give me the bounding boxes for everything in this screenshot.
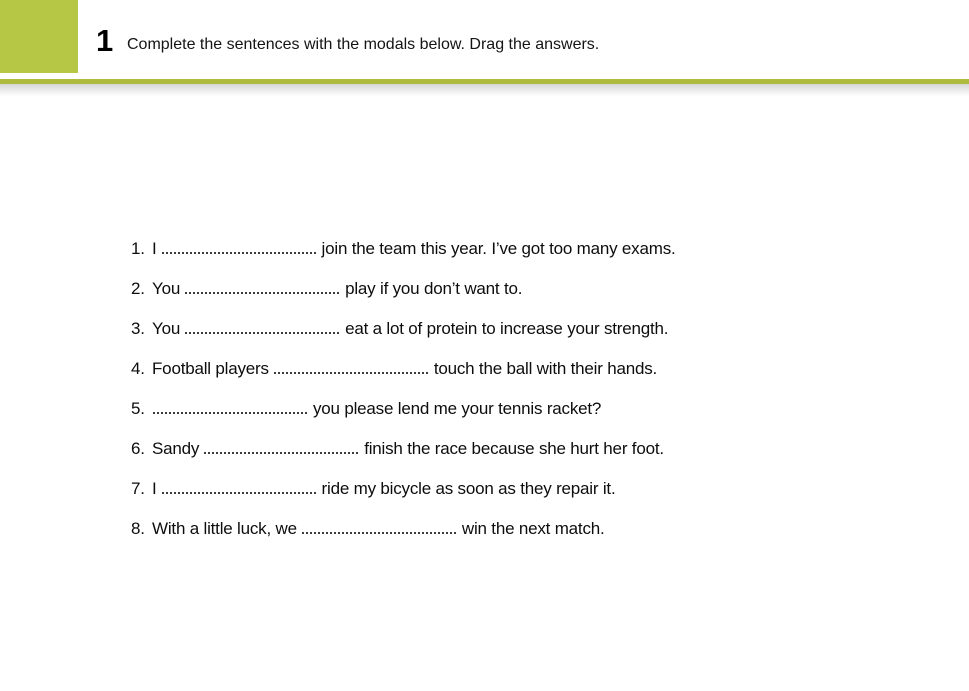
sentence-item-6 (131, 429, 676, 469)
sentence-number: 7. (131, 479, 145, 498)
sentence-text-before: You (152, 279, 181, 298)
sentence-number: 8. (131, 519, 145, 538)
sentence-number: 1. (131, 239, 145, 258)
exercise-number: 1 (96, 23, 114, 58)
instruction-text: Complete the sentences with the modals below. Drag the answers. (127, 36, 600, 53)
sentence-text-after: you please lend me your tennis racket? (313, 399, 602, 418)
sentence-text-after: join the team this year. I’ve got too many exams. (321, 239, 676, 258)
sentence-text-after: finish the race because she hurt her foot. (364, 439, 664, 458)
sentence-text-after: play if you don’t want to. (345, 279, 523, 298)
sentence-item-8 (131, 509, 676, 549)
answer-blank-3[interactable] (185, 320, 339, 334)
sentence-text-before: You (152, 319, 181, 338)
sentence-number: 2. (131, 279, 145, 298)
answer-blank-2[interactable] (185, 280, 339, 294)
sentence-text-before: Football players (152, 359, 269, 378)
sentence-item-2 (131, 269, 676, 309)
answer-blank-1[interactable] (162, 240, 316, 254)
answer-blank-5[interactable] (153, 400, 307, 414)
sentence-text-after: win the next match. (461, 519, 605, 538)
sentence-item-7 (131, 469, 676, 509)
sentence-text-before: I (152, 239, 157, 258)
sentence-text-after: touch the ball with their hands. (433, 359, 658, 378)
answer-blank-7[interactable] (162, 480, 316, 494)
accent-square (0, 0, 78, 73)
sentence-text-before: With a little luck, we (152, 519, 297, 538)
answer-blank-4[interactable] (274, 360, 428, 374)
answer-blank-6[interactable] (204, 440, 358, 454)
sentence-number: 3. (131, 319, 145, 338)
sentence-item-4 (131, 349, 676, 389)
sentence-number: 5. (131, 399, 145, 418)
sentence-text-after: ride my bicycle as soon as they repair it. (321, 479, 616, 498)
sentence-item-3 (131, 309, 676, 349)
sentence-text-before: I (152, 479, 157, 498)
sentence-text-after: eat a lot of protein to increase your strength. (345, 319, 669, 338)
header-divider-shadow (0, 84, 969, 96)
sentence-item-1 (131, 229, 676, 269)
sentence-text-before: Sandy (152, 439, 200, 458)
sentence-list (131, 229, 676, 549)
answer-blank-8[interactable] (302, 520, 456, 534)
sentence-item-5 (131, 389, 676, 429)
sentence-number: 6. (131, 439, 145, 458)
sentence-number: 4. (131, 359, 145, 378)
